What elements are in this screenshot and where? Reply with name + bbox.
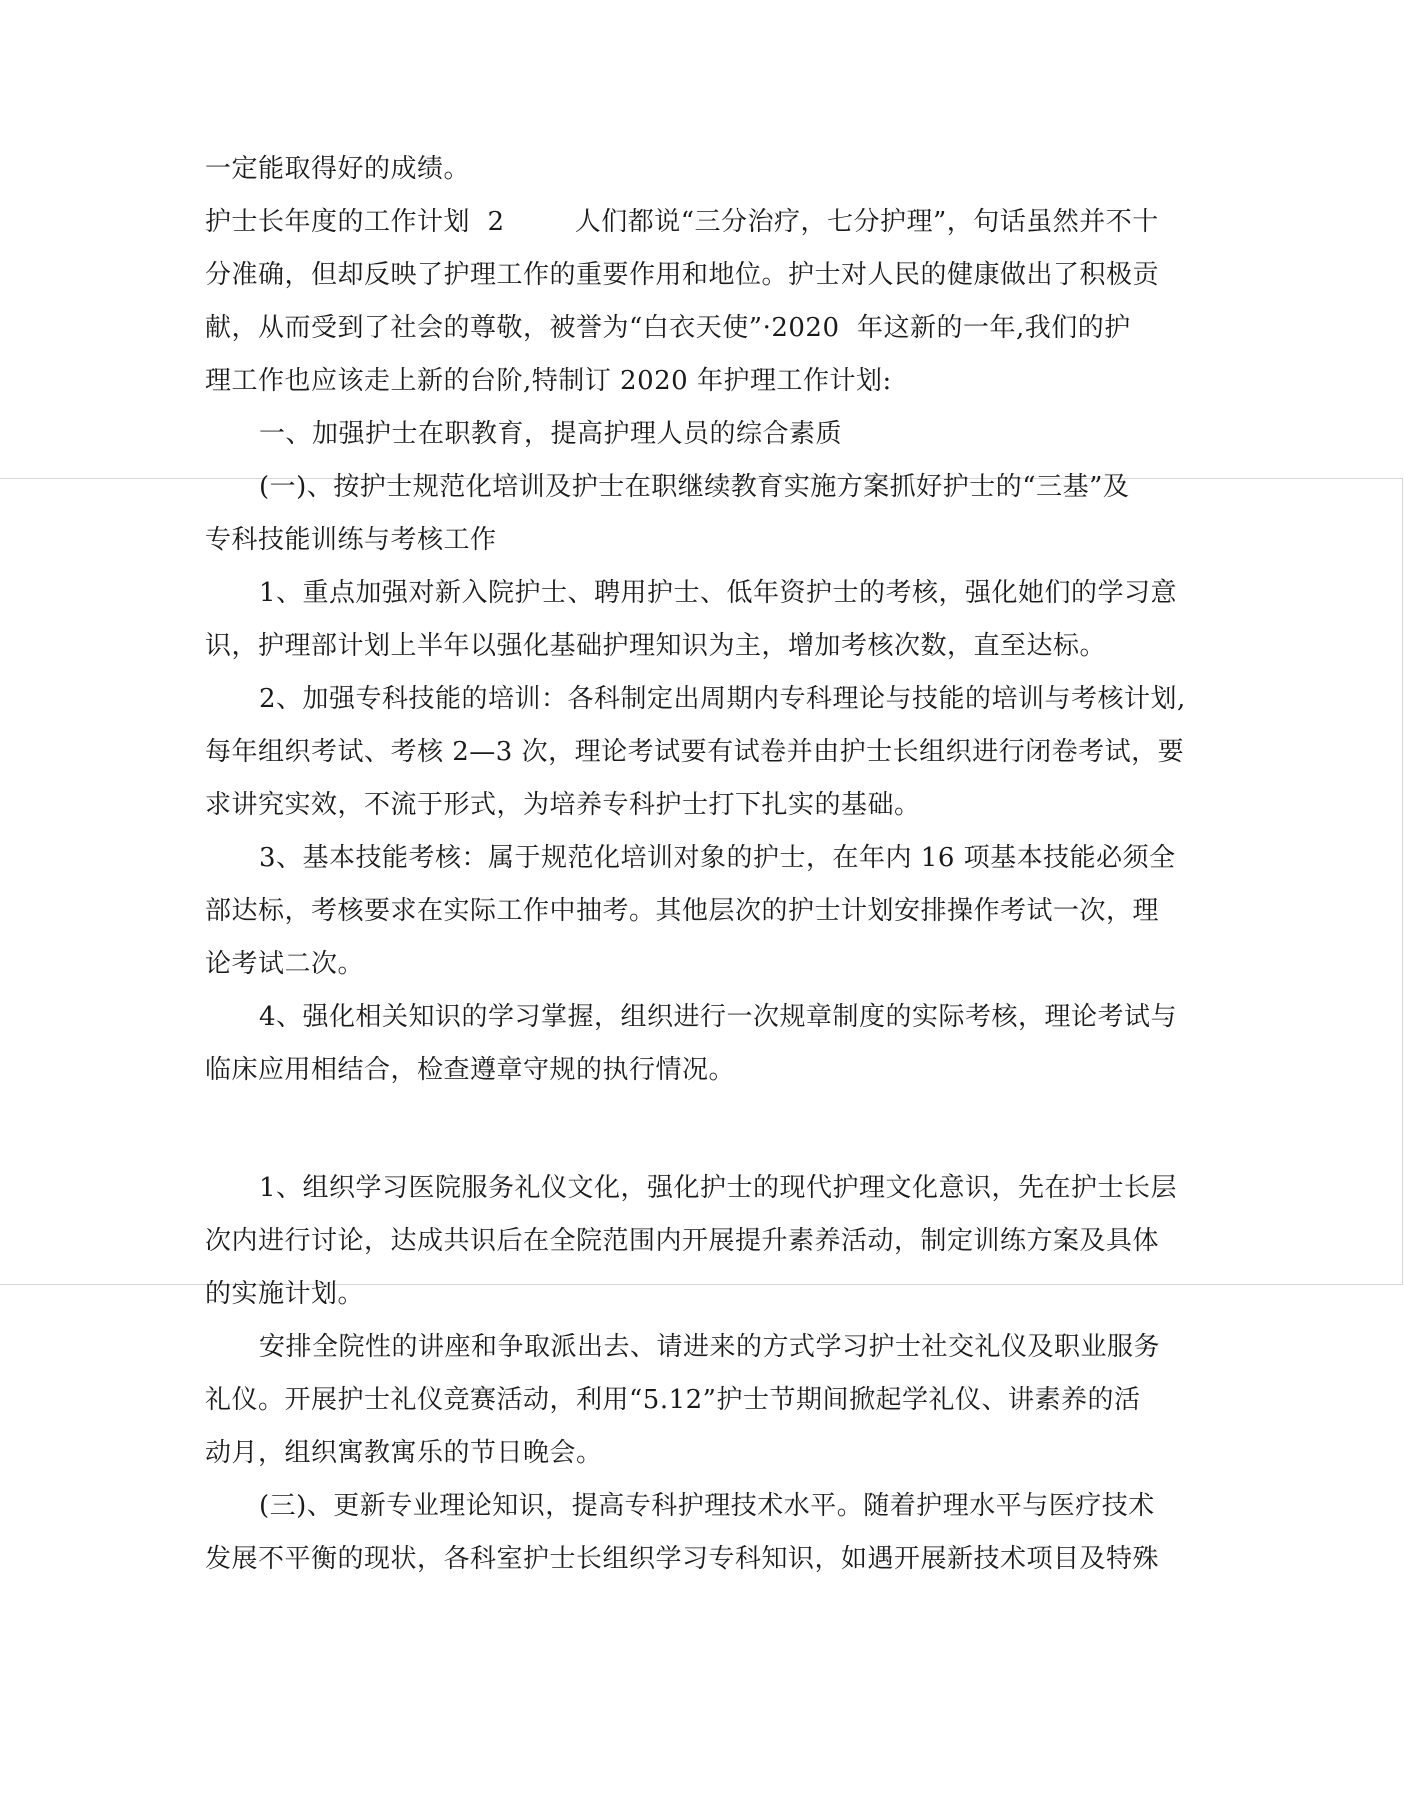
subsection-heading: (三)、更新专业理论知识，提高专科护理技术水平。随着护理水平与医疗技术 [259,1491,1155,1521]
text-line: 专科技能训练与考核工作 [205,525,497,555]
text-line: 4、强化相关知识的学习掌握，组织进行一次规章制度的实际考核，理论考试与 [259,1002,1178,1032]
text-line: 安排全院性的讲座和争取派出去、请进来的方式学习护士社交礼仪及职业服务 [259,1332,1161,1362]
text-line: 每年组织考试、考核 2—3 次，理论考试要有试卷并由护士长组织进行闭卷考试，要 [205,737,1185,767]
text-line: 次内进行讨论，达成共识后在全院范围内开展提升素养活动，制定训练方案及具体 [205,1226,1160,1256]
document-body-top [205,143,1213,1097]
document-body-bottom [205,1162,1213,1586]
text-line: 分准确，但却反映了护理工作的重要作用和地位。护士对人民的健康做出了积极贡 [205,260,1160,290]
text-line: 献，从而受到了社会的尊敬，被誉为“白衣天使”·2020 年这新的一年,我们的护 [205,313,1131,343]
text-line: 护士长年度的工作计划 2 人们都说“三分治疗，七分护理”，句话虽然并不十 [205,207,1159,237]
text-line: 论考试二次。 [205,949,365,979]
text-line: 礼仪。开展护士礼仪竞赛活动，利用“5.12”护士节期间掀起学礼仪、讲素养的活 [205,1385,1141,1415]
section-heading: 一、加强护士在职教育，提高护理人员的综合素质 [259,419,843,449]
text-line: 3、基本技能考核：属于规范化培训对象的护士，在年内 16 项基本技能必须全 [259,843,1176,873]
frame-right-border [1402,478,1403,1285]
text-line: 1、重点加强对新入院护士、聘用护士、低年资护士的考核，强化她们的学习意 [259,578,1178,608]
subsection-heading: (一)、按护士规范化培训及护士在职继续教育实施方案抓好护士的“三基”及 [259,472,1130,502]
text-line: 识，护理部计划上半年以强化基础护理知识为主，增加考核次数，直至达标。 [205,631,1107,661]
text-line: 2、加强专科技能的培训：各科制定出周期内专科理论与技能的培训与考核计划, [259,684,1186,714]
text-line: 理工作也应该走上新的台阶,特制订 2020 年护理工作计划: [205,366,892,396]
text-line: 求讲究实效，不流于形式，为培养专科护士打下扎实的基础。 [205,790,921,820]
text-line: 发展不平衡的现状，各科室护士长组织学习专科知识，如遇开展新技术项目及特殊 [205,1544,1160,1574]
text-line: 一定能取得好的成绩。 [205,154,471,184]
text-line: 动月，组织寓教寓乐的节日晚会。 [205,1438,603,1468]
text-line: 临床应用相结合，检查遵章守规的执行情况。 [205,1055,736,1085]
text-line: 部达标，考核要求在实际工作中抽考。其他层次的护士计划安排操作考试一次，理 [205,896,1160,926]
text-line: 1、组织学习医院服务礼仪文化，强化护士的现代护理文化意识，先在护士长层 [259,1173,1178,1203]
text-line: 的实施计划。 [205,1279,365,1309]
